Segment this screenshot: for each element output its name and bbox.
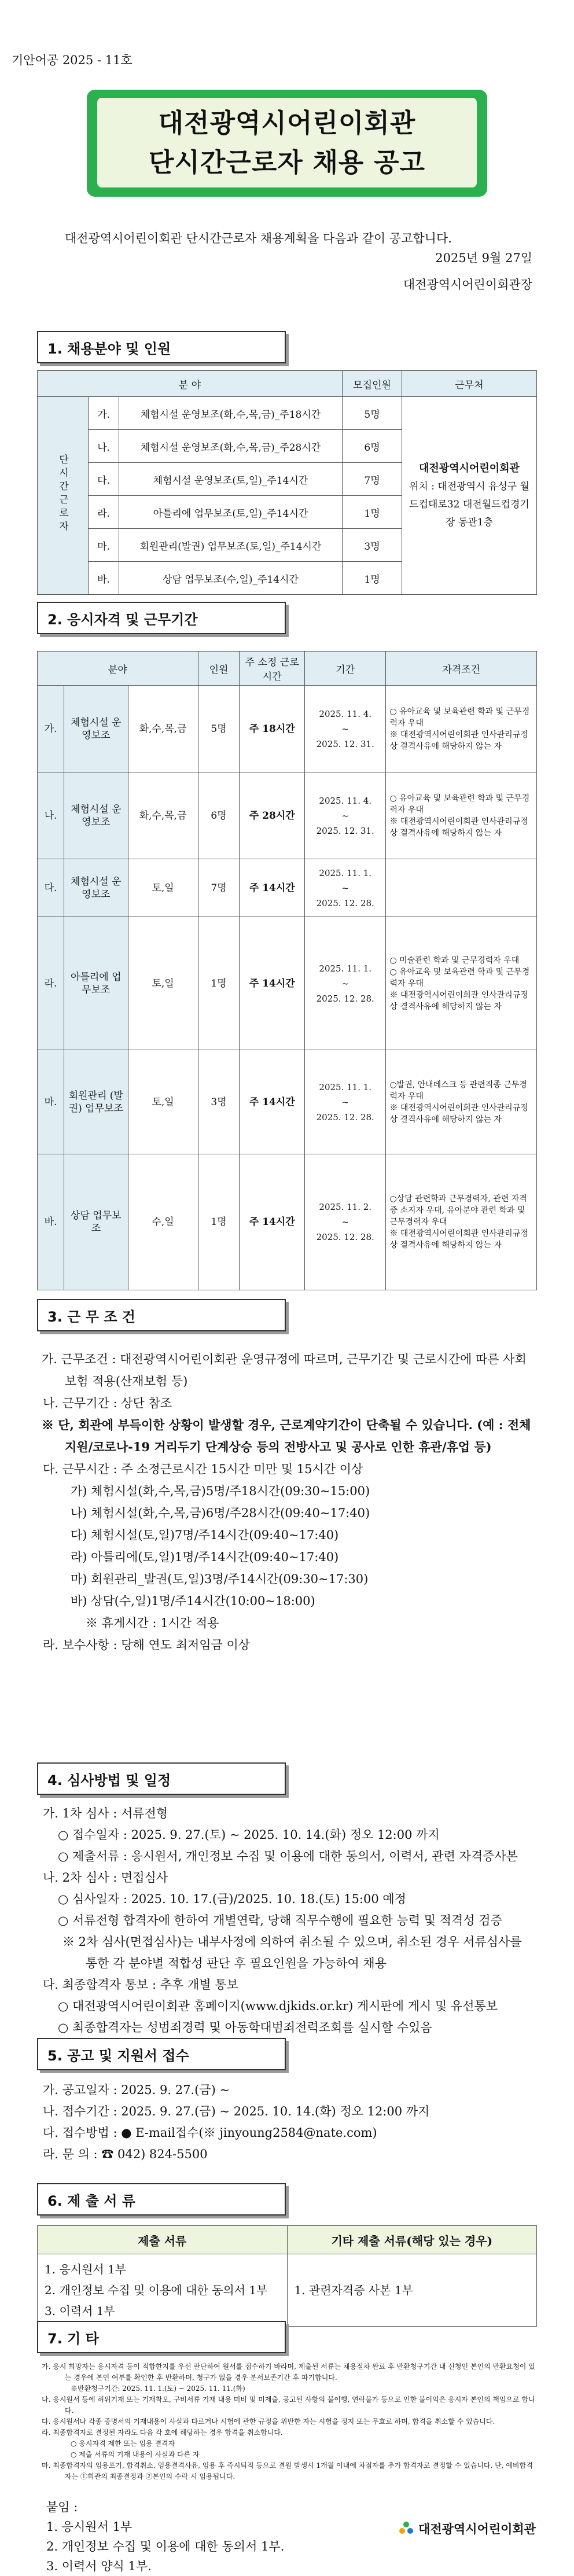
th-other: 기타 제출 서류(해당 있는 경우) (287, 2226, 537, 2254)
th-qual: 자격조건 (386, 652, 537, 686)
footer-logo (399, 2520, 536, 2537)
row-period (305, 1050, 386, 1154)
row-field: 체험시설 운영보조 (64, 686, 128, 772)
qualification-table (37, 651, 537, 1290)
row-qualification (386, 686, 537, 772)
side-label-cell (38, 397, 89, 595)
announce-date: 2025년 9월 27일 (435, 251, 532, 265)
row-hours: 주 14시간 (240, 859, 305, 917)
screen-ga: 가. 1차 심사 : 서류전형 (43, 1806, 168, 1820)
screening (37, 1803, 537, 2038)
screen-na-1: ○ 심사일자 : 2025. 10. 17.(금)/2025. 10. 18.(토) 15:00 예정 (58, 1892, 406, 1906)
period-line: 2025. 11. 1. (319, 963, 372, 974)
row-mark: 바. (89, 562, 119, 595)
th-place: 근무처 (402, 371, 537, 397)
section-5-heading: 5. 공고 및 지원서 접수 (37, 2038, 286, 2070)
row-mark: 다. (38, 859, 64, 917)
row-field: 아틀리에 업무보조(토,일)_주14시간 (119, 496, 343, 529)
row-field: 체험시설 운영보조(화,수,목,금)_주18시간 (119, 397, 343, 430)
period-line: ~ (341, 882, 349, 893)
qual-row (38, 1154, 537, 1290)
row-count: 6명 (198, 772, 240, 859)
row-count: 1명 (198, 917, 240, 1050)
qual-row (38, 859, 537, 917)
qualification-line: ○발권, 안내데스크 등 관련직종 근무경력자 우대 (389, 1080, 527, 1101)
th-field: 분야 (38, 652, 198, 686)
misc-item: 다. 응시원서나 각종 증명서의 기재내용이 사실과 다르거나 시험에 관한 규정을 위반한 자는 시험을 정지 또는 무효로 하며, 합격을 취소할 수 있습니다. (42, 2417, 495, 2426)
documents-table (37, 2225, 537, 2327)
row-mark: 마. (38, 1050, 64, 1154)
screen-da-2: ○ 최종합격자는 성범죄경력 및 아동학대범죄전력조회를 실시할 수있음 (58, 2021, 432, 2034)
row-count: 1명 (343, 562, 402, 595)
period-line: 2025. 11. 1. (319, 1081, 372, 1092)
document-code: 기안어공 2025 - 11호 (12, 53, 133, 67)
time-2: 나) 체험시설(화,수,목,금)6명/주28시간(09:40~17:40) (71, 1506, 370, 1520)
misc-item: ○ 응시자격 제한 또는 임용 결격자 (71, 2439, 175, 2448)
title-line-1: 대전광역시어린이회관 (158, 107, 416, 138)
qualification-line: ○ 유아교육 및 보육관련 학과 및 근무경력자 우대 (389, 967, 530, 988)
row-period (305, 686, 386, 772)
row-hours: 주 14시간 (240, 1154, 305, 1290)
row-mark: 마. (89, 529, 119, 562)
misc-item: ※반환청구기간: 2025. 11. 1.(토) ~ 2025. 11. 11.(화) (71, 2384, 245, 2393)
title-banner (87, 90, 487, 197)
cond-ga: 가. 근무조건 : 대전광역시어린이회관 운영규정에 따르며, 근무기간 및 근로시간에 따른 사회보험 적용(산재보험 등) (42, 1352, 527, 1388)
row-mark: 라. (89, 496, 119, 529)
row-mark: 라. (38, 917, 64, 1050)
period-line: 2025. 11. 1. (319, 867, 372, 878)
row-count: 7명 (343, 463, 402, 496)
row-count: 7명 (198, 859, 240, 917)
intro-text: 대전광역시어린이회관 단시간근로자 채용계획을 다음과 같이 공고합니다. (65, 231, 452, 245)
section-7-heading: 7. 기 타 (37, 2321, 286, 2353)
row-count: 1명 (343, 496, 402, 529)
period-line: ~ (341, 723, 349, 734)
row-days: 화,수,목,금 (128, 686, 198, 772)
qualification-line: ○ 유아교육 및 보육관련 학과 및 근무경력자 우대 (389, 706, 530, 728)
row-count: 5명 (198, 686, 240, 772)
misc-item: 라. 최종합격자로 결정된 자라도 다음 각 호에 해당하는 경우 합격을 취소합니다. (42, 2428, 283, 2437)
section-3-heading: 3. 근 무 조 건 (37, 1299, 286, 1331)
app-na: 나. 접수기간 : 2025. 9. 27.(금) ~ 2025. 10. 14.(화) 정오 12:00 까지 (43, 2104, 430, 2118)
workplace-name: 대전광역시어린이회관 (419, 462, 520, 474)
misc-item: 마. 최종합격자의 임용포기, 합격취소, 임용결격사유, 임용 후 즉시퇴직 등으로 결원 발생시 1개월 이내에 차점자를 추가 합격자로 결정할 수 있습니다. 단, 예비합격자는 ①회관의 최종결정과 ②본인의 수락 시 임용됩니다. (42, 2461, 533, 2481)
section-2-heading: 2. 응시자격 및 근무기간 (37, 602, 286, 634)
attachment-3: 3. 이력서 양식 1부. (46, 2559, 152, 2573)
period-line: ~ (341, 810, 349, 821)
time-1: 가) 체험시설(화,수,목,금)5명/주18시간(09:30~15:00) (71, 1484, 370, 1498)
row-count: 1명 (198, 1154, 240, 1290)
qualification-line: ※ 대전광역시어린이회관 인사관리규정상 결격사유에 해당하지 않는 자 (389, 990, 528, 1011)
screen-da: 다. 최종합격자 통보 : 추후 개별 통보 (43, 1978, 238, 1992)
row-period (305, 859, 386, 917)
row-field: 상담 업무보조(수,일)_주14시간 (119, 562, 343, 595)
required-doc-1: 1. 응시원서 1부 (45, 2262, 127, 2276)
rest-note: ※ 휴게시간 : 1시간 적용 (86, 1616, 219, 1630)
row-qualification (386, 1154, 537, 1290)
screen-na: 나. 2차 심사 : 면접심사 (43, 1871, 168, 1885)
cond-da: 다. 근무시간 : 주 소정근로시간 15시간 미만 및 15시간 이상 (43, 1462, 363, 1476)
side-label: 단시간근로자 (57, 454, 68, 534)
section-1-heading: 1. 채용분야 및 인원 (37, 331, 286, 363)
row-qualification (386, 1050, 537, 1154)
intro (35, 229, 539, 295)
row-period (305, 1154, 386, 1290)
row-qualification (386, 859, 537, 917)
row-field: 체험시설 운영보조 (64, 772, 128, 859)
qualification-line: ※ 대전광역시어린이회관 인사관리규정상 결격사유에 해당하지 않는 자 (389, 730, 528, 751)
th-period: 기간 (305, 652, 386, 686)
period-line: 2025. 11. 4. (319, 795, 372, 806)
qualification-line: ※ 대전광역시어린이회관 인사관리규정상 결격사유에 해당하지 않는 자 (389, 1103, 528, 1124)
qual-row (38, 686, 537, 772)
row-mark: 나. (89, 430, 119, 463)
row-field: 회원관리 (발권) 업무보조 (64, 1050, 128, 1154)
cond-warning: ※ 단, 회관에 부득이한 상황이 발생할 경우, 근로계약기간이 단축될 수 있습니다. (예 : 전체지원/코로나-19 거리두기 단계상승 등의 전방사고 및 공사로 인한 휴관/휴업 등) (42, 1418, 531, 1454)
qual-row (38, 1050, 537, 1154)
th-required: 제출 서류 (38, 2226, 288, 2254)
qual-row (38, 772, 537, 859)
footer-logo-text: 대전광역시어린이회관 (418, 2522, 536, 2536)
period-line: 2025. 12. 28. (316, 1232, 374, 1242)
row-count: 3명 (198, 1050, 240, 1154)
misc-item: ○ 제출 서류의 기재 내용이 사실과 다른 자 (71, 2450, 200, 2459)
attachment-1: 1. 응시원서 1부 (46, 2520, 133, 2534)
childrens-hall-logo-icon (399, 2521, 414, 2536)
section-4-heading: 4. 심사방법 및 일정 (37, 1762, 286, 1795)
screen-ga-1: ○ 접수일자 : 2025. 9. 27.(토) ~ 2025. 10. 14.(화) 정오 12:00 까지 (58, 1828, 440, 1842)
period-line: 2025. 12. 28. (316, 897, 374, 908)
th-count: 모집인원 (343, 371, 402, 397)
screen-na-2: ○ 서류전형 합격자에 한하여 개별연락, 당해 직무수행에 필요한 능력 및 적격성 검증 (58, 1913, 502, 1927)
screen-note: ※ 2차 심사(면접심사)는 내부사정에 의하여 취소될 수 있으며, 취소된 경우 서류심사를 통한 각 분야별 적합성 판단 후 필요인원을 가능하여 채용 (62, 1935, 522, 1970)
row-field: 상담 업무보조 (64, 1154, 128, 1290)
row-field: 회원관리(발권) 업무보조(토,일)_주14시간 (119, 529, 343, 562)
qualification-line: ○상담 관련학과 근무경력자, 관련 자격증 소지자 우대, 유아분야 관련 학과 및 근무경력자 우대 (389, 1194, 527, 1227)
row-field: 체험시설 운영보조(토,일)_주14시간 (119, 463, 343, 496)
th-count: 인원 (198, 652, 240, 686)
row-hours: 주 28시간 (240, 772, 305, 859)
time-3: 다) 체험시설(토,일)7명/주14시간(09:40~17:40) (71, 1528, 339, 1542)
required-doc-3: 3. 이력서 1부 (45, 2304, 115, 2318)
screen-da-1: ○ 대전광역시어린이회관 홈페이지(www.djkids.or.kr) 게시판에 게시 및 유선통보 (58, 1999, 498, 2013)
work-conditions (37, 1348, 537, 1656)
period-line: 2025. 12. 28. (316, 1112, 374, 1123)
row-hours: 주 14시간 (240, 1050, 305, 1154)
th-hours: 주 소정 근로시간 (240, 652, 305, 686)
row-period (305, 917, 386, 1050)
app-ga: 가. 공고일자 : 2025. 9. 27.(금) ~ (43, 2083, 230, 2097)
other-doc-1: 1. 관련자격증 사본 1부 (294, 2283, 413, 2297)
row-field: 체험시설 운영보조 (64, 859, 128, 917)
misc-notes (37, 2361, 537, 2576)
time-6: 바) 상담(수,일)1명/주14시간(10:00~18:00) (71, 1594, 315, 1608)
row-count: 5명 (343, 397, 402, 430)
row-mark: 가. (38, 686, 64, 772)
other-docs (287, 2254, 537, 2327)
announcer-org: 대전광역시어린이회관장 (403, 278, 532, 292)
qualification-line: ※ 대전광역시어린이회관 인사관리규정상 결격사유에 해당하지 않는 자 (389, 816, 528, 838)
period-line: 2025. 11. 2. (319, 1202, 372, 1212)
title-box (97, 98, 477, 187)
qual-row (38, 917, 537, 1050)
row-days: 토,일 (128, 1050, 198, 1154)
cond-na: 나. 근무기간 : 상단 참조 (43, 1396, 172, 1410)
row-days: 토,일 (128, 917, 198, 1050)
qualification-line: ○ 미술관련 학과 및 근무경력자 우대 (389, 955, 520, 965)
recruitment-table (37, 370, 537, 595)
qualification-line: ※ 대전광역시어린이회관 인사관리규정상 결격사유에 해당하지 않는 자 (389, 1229, 528, 1250)
row-mark: 바. (38, 1154, 64, 1290)
app-da: 다. 접수방법 : ● E-mail접수(※ jinyoung2584@nate.com) (43, 2126, 377, 2140)
period-line: 2025. 12. 31. (316, 825, 374, 836)
attachment-2: 2. 개인정보 수집 및 이용에 대한 동의서 1부. (46, 2540, 285, 2553)
row-mark: 가. (89, 397, 119, 430)
th-field: 분 야 (38, 371, 343, 397)
row-qualification (386, 917, 537, 1050)
workplace-address: 위치 : 대전광역시 유성구 월드컵대로32 대전월드컵경기장 동관1층 (409, 481, 529, 528)
qualification-line: ○ 유아교육 및 보육관련 학과 및 근무경력자 우대 (389, 793, 530, 815)
row-field: 체험시설 운영보조(화,수,목,금)_주28시간 (119, 430, 343, 463)
required-doc-2: 2. 개인정보 수집 및 이용에 대한 동의서 1부 (45, 2283, 268, 2297)
cond-ra: 라. 보수사항 : 당해 연도 최저임금 이상 (43, 1638, 251, 1652)
app-ra: 라. 문 의 : ☎ 042) 824-5500 (43, 2147, 208, 2161)
title-line-2: 단시간근로자 채용 공고 (148, 146, 426, 178)
period-line: 2025. 11. 4. (319, 708, 372, 719)
row-count: 6명 (343, 430, 402, 463)
row-hours: 주 14시간 (240, 917, 305, 1050)
time-5: 마) 회원관리_발권(토,일)3명/주14시간(09:30~17:30) (71, 1572, 369, 1586)
period-line: 2025. 12. 31. (316, 738, 374, 749)
misc-item: 나. 응시원서 등에 허위기재 또는 기재착오, 구비서류 기재 내용 미비 및 미제출, 공고된 사항의 불이행, 연락불가 등으로 인한 불이익은 응시자 본인의 책임으로 합니다. (42, 2395, 535, 2415)
workplace-cell (402, 397, 537, 595)
row-hours: 주 18시간 (240, 686, 305, 772)
row-days: 수,일 (128, 1154, 198, 1290)
row-qualification (386, 772, 537, 859)
period-line: ~ (341, 1217, 349, 1227)
screen-ga-2: ○ 제출서류 : 응시원서, 개인정보 수집 및 이용에 대한 동의서, 이력서, 관련 자격증사본 (58, 1849, 518, 1863)
period-line: ~ (341, 1096, 349, 1107)
row-days: 토,일 (128, 859, 198, 917)
misc-ga: 가. 응시 희망자는 응시자격 등이 적합한지를 우선 판단하여 원서를 접수하기 바라며, 제출된 서류는 채용절차 완료 후 반환청구기간 내 신청인 본인의 반환요청이 있는 경우에 본인 여부를 확인한 후 반환하며, 청구가 없을 경우 분서보존기간 후 파기합니다. (42, 2362, 535, 2382)
row-period (305, 772, 386, 859)
required-docs (38, 2254, 288, 2327)
section-6-heading: 6. 제 출 서 류 (37, 2183, 286, 2216)
time-4: 라) 아틀리에(토,일)1명/주14시간(09:40~17:40) (71, 1550, 339, 1564)
row-mark: 다. (89, 463, 119, 496)
period-line: 2025. 12. 28. (316, 993, 374, 1004)
period-line: ~ (341, 978, 349, 989)
row-mark: 나. (38, 772, 64, 859)
attachments-label: 붙임 : (46, 2500, 78, 2514)
row-count: 3명 (343, 529, 402, 562)
application (37, 2080, 537, 2165)
row-days: 화,수,목,금 (128, 772, 198, 859)
row-field: 아틀리에 업무보조 (64, 917, 128, 1050)
